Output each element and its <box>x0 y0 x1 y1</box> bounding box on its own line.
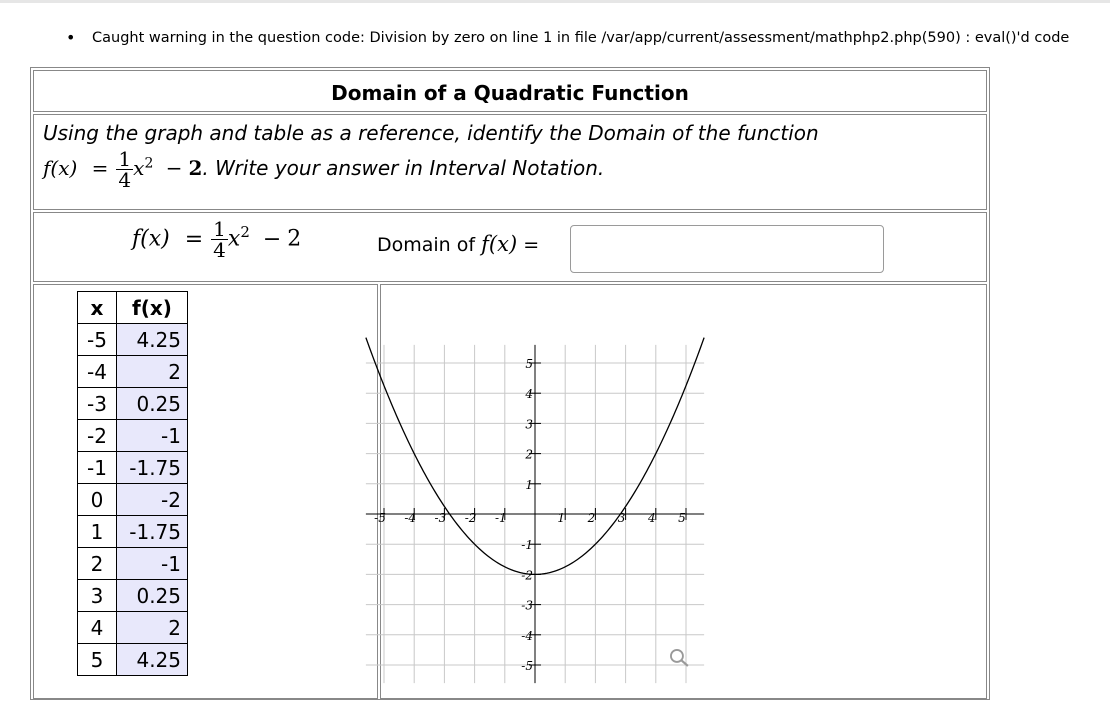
function-constant: 2 <box>287 226 302 252</box>
y-tick-label: 5 <box>525 357 533 371</box>
y-tick-label: -3 <box>521 598 533 613</box>
table-header-row <box>78 292 188 324</box>
table-row <box>78 324 188 356</box>
cell-x: 4 <box>78 612 117 644</box>
domain-label-eq: = <box>523 234 540 256</box>
fraction-denominator: 4 <box>118 168 132 192</box>
function-display <box>132 219 301 260</box>
domain-answer-input[interactable] <box>570 225 884 273</box>
question-line-1: Using the graph and table as a reference, identify the Domain of the function <box>43 121 819 145</box>
table-row <box>78 420 188 452</box>
cell-fx: 4.25 <box>117 324 188 356</box>
y-tick-label: 3 <box>525 417 533 432</box>
x-tick-label: -3 <box>434 511 447 525</box>
y-tick-label: -5 <box>521 659 533 673</box>
cell-x: 3 <box>78 580 117 612</box>
function-exponent: 2 <box>240 223 250 242</box>
cell-fx: 0.25 <box>117 388 188 420</box>
table-row <box>78 452 188 484</box>
table-row <box>78 612 188 644</box>
question-container <box>30 67 990 700</box>
equals-sign: = <box>91 156 109 180</box>
cell-fx: -1 <box>117 420 188 452</box>
cell-x: 5 <box>78 644 117 676</box>
top-divider <box>0 0 1110 3</box>
fraction <box>116 149 133 190</box>
x-tick-label: 2 <box>587 511 596 525</box>
cell-x: 2 <box>78 548 117 580</box>
function-constant: 2 <box>188 156 203 180</box>
x-tick-label: -4 <box>404 511 417 525</box>
x-tick-label: -1 <box>494 511 507 525</box>
cell-fx: 0.25 <box>117 580 188 612</box>
cell-fx: -1.75 <box>117 452 188 484</box>
fraction-denominator: 4 <box>213 238 226 262</box>
question-line-2-suffix: . Write your answer in Interval Notation. <box>202 156 605 180</box>
x-tick-label: 5 <box>678 511 686 525</box>
x-tick-label: -5 <box>374 511 386 525</box>
cell-fx: -1.75 <box>117 516 188 548</box>
question-cell <box>33 114 987 210</box>
table-row <box>78 580 188 612</box>
function-lhs: f(x) <box>43 156 78 180</box>
y-tick-label: 2 <box>525 447 533 462</box>
bullet-icon: • <box>66 28 76 47</box>
zoom-icon[interactable] <box>671 650 688 666</box>
function-var: x <box>133 156 145 180</box>
y-tick-label: -1 <box>521 538 533 553</box>
title-cell <box>33 70 987 112</box>
fraction-numerator: 1 <box>213 217 226 241</box>
cell-fx: 2 <box>117 612 188 644</box>
minus-sign: − <box>262 226 282 252</box>
question-title: Domain of a Quadratic Function <box>331 81 689 105</box>
function-graph <box>374 288 984 696</box>
x-tick-label: -2 <box>464 511 477 525</box>
table-row <box>78 548 188 580</box>
y-tick-label: 1 <box>525 477 533 492</box>
function-var: x <box>227 226 241 252</box>
y-tick-label: 4 <box>525 387 533 402</box>
cell-fx: 2 <box>117 356 188 388</box>
x-tick-label: 1 <box>557 511 566 525</box>
answer-row <box>33 212 987 282</box>
table-row <box>78 516 188 548</box>
cell-x: -5 <box>78 324 117 356</box>
graph-cell <box>374 284 987 699</box>
x-tick-label: 3 <box>617 511 626 525</box>
header-x: x <box>78 292 117 324</box>
cell-x: -4 <box>78 356 117 388</box>
table-row <box>78 484 188 516</box>
cell-x: -3 <box>78 388 117 420</box>
cell-x: -1 <box>78 452 117 484</box>
equals-sign: = <box>184 226 204 252</box>
y-tick-label: -2 <box>521 568 533 583</box>
header-fx: f(x) <box>117 292 188 324</box>
domain-label-fn: f(x) <box>481 232 518 256</box>
value-table <box>77 291 188 676</box>
fraction <box>211 219 228 260</box>
function-exponent: 2 <box>144 155 154 172</box>
x-tick-label: 4 <box>647 511 656 525</box>
y-tick-label: -4 <box>521 628 533 643</box>
warning-text: Caught warning in the question code: Division by zero on line 1 in file /var/app/current/assessment/mathphp2.php(590) : eval()'d code <box>92 30 1070 46</box>
table-row <box>78 388 188 420</box>
table-cell <box>33 284 378 699</box>
domain-label-prefix: Domain of <box>377 234 476 256</box>
fraction-numerator: 1 <box>118 147 132 171</box>
function-lhs: f(x) <box>132 226 170 252</box>
minus-sign: − <box>165 156 183 180</box>
cell-x: -2 <box>78 420 117 452</box>
table-row <box>78 356 188 388</box>
cell-x: 0 <box>78 484 117 516</box>
cell-fx: -2 <box>117 484 188 516</box>
question-line-2 <box>43 149 604 205</box>
cell-fx: -1 <box>117 548 188 580</box>
domain-label <box>377 232 539 256</box>
cell-x: 1 <box>78 516 117 548</box>
table-row <box>78 644 188 676</box>
cell-fx: 4.25 <box>117 644 188 676</box>
